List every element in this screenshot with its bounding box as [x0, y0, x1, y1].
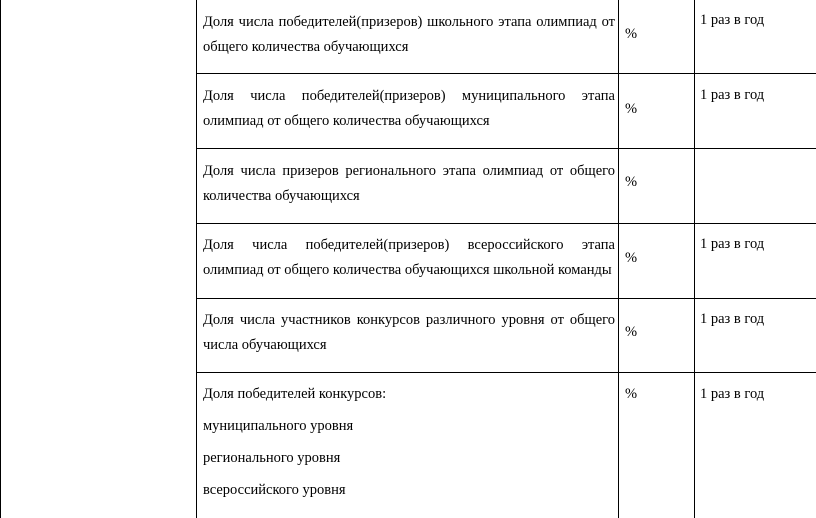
description-line: общего количества обучающихся	[203, 39, 409, 55]
table-border-col2	[618, 0, 619, 518]
description-line: Доля числа победителей(призеров) всероссийского этапа	[203, 237, 615, 253]
table-border-col1	[196, 0, 197, 518]
table-border-col3	[694, 0, 695, 518]
indicator-description	[203, 159, 615, 209]
frequency-cell: 1 раз в год	[700, 386, 765, 402]
description-line: олимпиад от общего количества обучающихся	[203, 113, 490, 129]
indicator-description	[203, 308, 615, 358]
frequency-cell: 1 раз в год	[700, 311, 765, 327]
frequency-cell: 1 раз в год	[700, 87, 765, 103]
unit-cell: %	[625, 101, 638, 117]
description-line: количества обучающихся	[203, 188, 360, 204]
description-line: Доля числа участников конкурсов различного уровня от общего	[203, 312, 615, 328]
row-divider	[196, 73, 816, 74]
frequency-cell: 1 раз в год	[700, 12, 765, 28]
description-line: Доля числа победителей(призеров) муниципального этапа	[203, 88, 615, 104]
contest-level: регионального уровня	[203, 450, 341, 466]
contest-title: Доля победителей конкурсов:	[203, 386, 387, 402]
unit-cell: %	[625, 26, 638, 42]
row-divider	[196, 223, 816, 224]
indicator-description	[203, 382, 615, 503]
row-divider	[196, 148, 816, 149]
indicator-description	[203, 10, 615, 60]
description-line: Доля числа призеров регионального этапа олимпиад от общего	[203, 163, 615, 179]
row-divider	[196, 372, 816, 373]
unit-cell: %	[625, 250, 638, 266]
row-divider	[196, 298, 816, 299]
unit-cell: %	[625, 386, 638, 402]
frequency-cell: 1 раз в год	[700, 236, 765, 252]
description-line: числа обучающихся	[203, 337, 327, 353]
indicator-description	[203, 84, 615, 134]
contest-level: всероссийского уровня	[203, 482, 346, 498]
description-line: Доля числа победителей(призеров) школьного этапа олимпиад от	[203, 14, 615, 30]
unit-cell: %	[625, 174, 638, 190]
description-line: олимпиад от общего количества обучающихся школьной команды	[203, 262, 612, 278]
indicator-description	[203, 233, 615, 283]
table-border-left	[0, 0, 1, 518]
contest-level: муниципального уровня	[203, 418, 354, 434]
unit-cell: %	[625, 324, 638, 340]
